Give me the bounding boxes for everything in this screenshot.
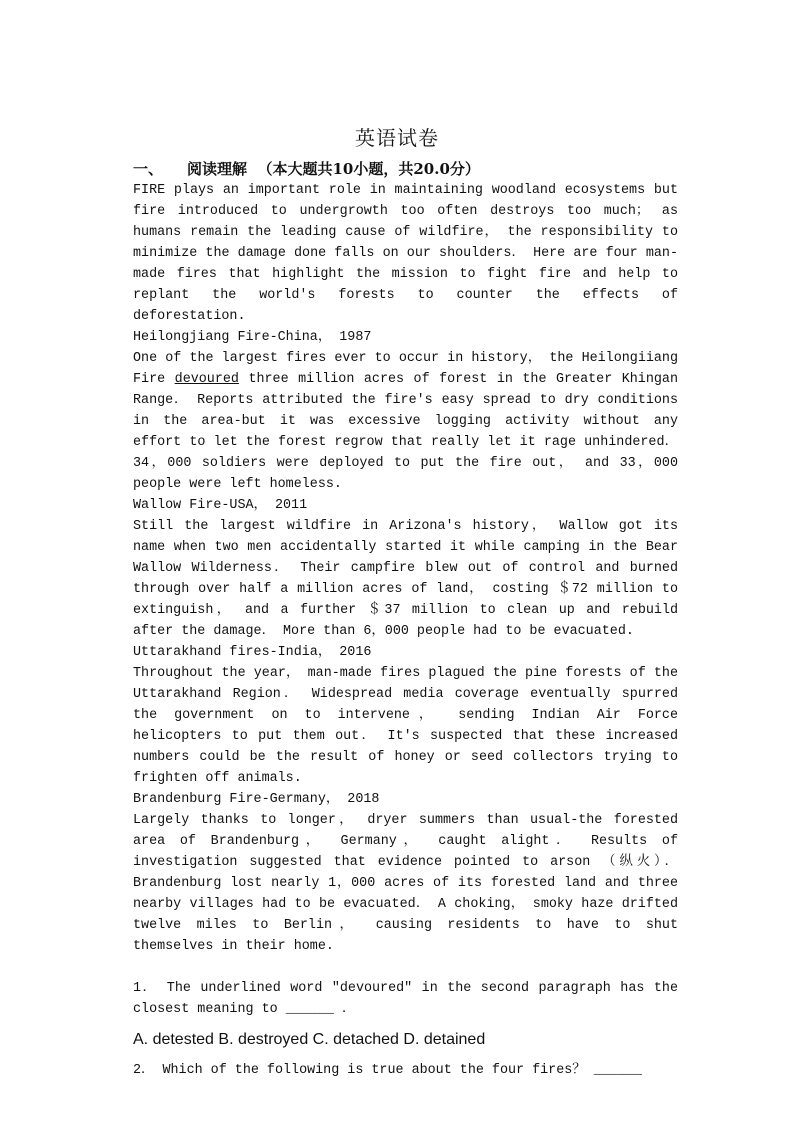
reading-passage [133, 180, 678, 1081]
fire-paragraph-wallow: Still the largest wildfire in Arizona's history， Wallow got its name when two men accidentally started it while camping in the Bear Wallow Wilderness． Their campfire blew out of control and burned through over half a million acres of land， costing ＄72 million to extinguish， and a further ＄37 million to clean up and rebuild after the damage． More than 6，000 people had to be evacuated. [133, 519, 678, 639]
fire-heading-brandenburg: Brandenburg Fire-Germany， 2018 [133, 792, 380, 807]
underlined-word: devoured [174, 372, 239, 387]
fire-paragraph-heilongjiang [133, 348, 678, 495]
fire-paragraph-brandenburg: Largely thanks to longer， dryer summers than usual-the forested area of Brandenburg， Germany， caught alight． Results of investigation suggested that evidence pointed to arson （纵火）． Brandenburg lost nearly 1，000 acres of its forested land and three nearby villages had to be evacuated． A choking， smoky haze drifted twelve miles to Berlin， causing residents to have to shut themselves in their home. [133, 813, 678, 954]
fire-heading-wallow: Wallow Fire-USA， 2011 [133, 498, 308, 513]
fire-text-part: three million acres of forest in the Greater Khingan Range． Reports attributed the fire's easy spread to dry conditions in the area-but it was excessive logging activity without any effort to let the forest regrow that really let it rage unhindered． 34，000 soldiers were deployed to put the fire out， and 33，000 people were left homeless. [133, 372, 678, 492]
section-number: 一、 [133, 160, 164, 178]
answer-blank[interactable]: ______ [285, 1002, 334, 1017]
section-name: 阅读理解 [187, 160, 248, 178]
intro-paragraph: FIRE plays an important role in maintaining woodland ecosystems but fire introduced to undergrowth too often destroys too much； as humans remain the leading cause of wildfire， the responsibility to minimize the damage done falls on our shoulders． Here are four man-made fires that highlight the mission to fight fire and help to replant the world's forests to counter the effects of deforestation. [133, 183, 678, 324]
answer-blank[interactable]: ______ [593, 1063, 642, 1078]
section-info: （本大题共10小题，共20.0分） [257, 160, 480, 178]
fire-heading-uttarakhand: Uttarakhand fires-India， 2016 [133, 645, 372, 660]
question-1-options: A. detested B. destroyed C. detached D. detained [133, 1031, 486, 1048]
question-stem: 2． Which of the following is true about the four fires？ [133, 1063, 586, 1078]
section-heading [133, 158, 693, 180]
spacer [133, 957, 678, 978]
fire-text-part: One of the largest fires ever to occur in history， the Heilongiiang Fire [133, 351, 678, 387]
question-2 [133, 1060, 678, 1081]
fire-paragraph-uttarakhand: Throughout the year， man-made fires plagued the pine forests of the Uttarakhand Region． Widespread media coverage eventually spurred the government on to intervene， sending Indian Air Force helicopters to put them out． It's suspected that these increased numbers could be the result of honey or seed collectors trying to frighten off animals. [133, 666, 678, 786]
fire-heading-heilongjiang: Heilongjiang Fire-China， 1987 [133, 330, 372, 345]
question-end: ． [341, 1002, 356, 1017]
question-stem: 1． The underlined word "devoured" in the second paragraph has the closest meaning to [133, 981, 678, 1017]
page-title: 英语试卷 [355, 126, 439, 150]
question-1 [133, 978, 678, 1020]
